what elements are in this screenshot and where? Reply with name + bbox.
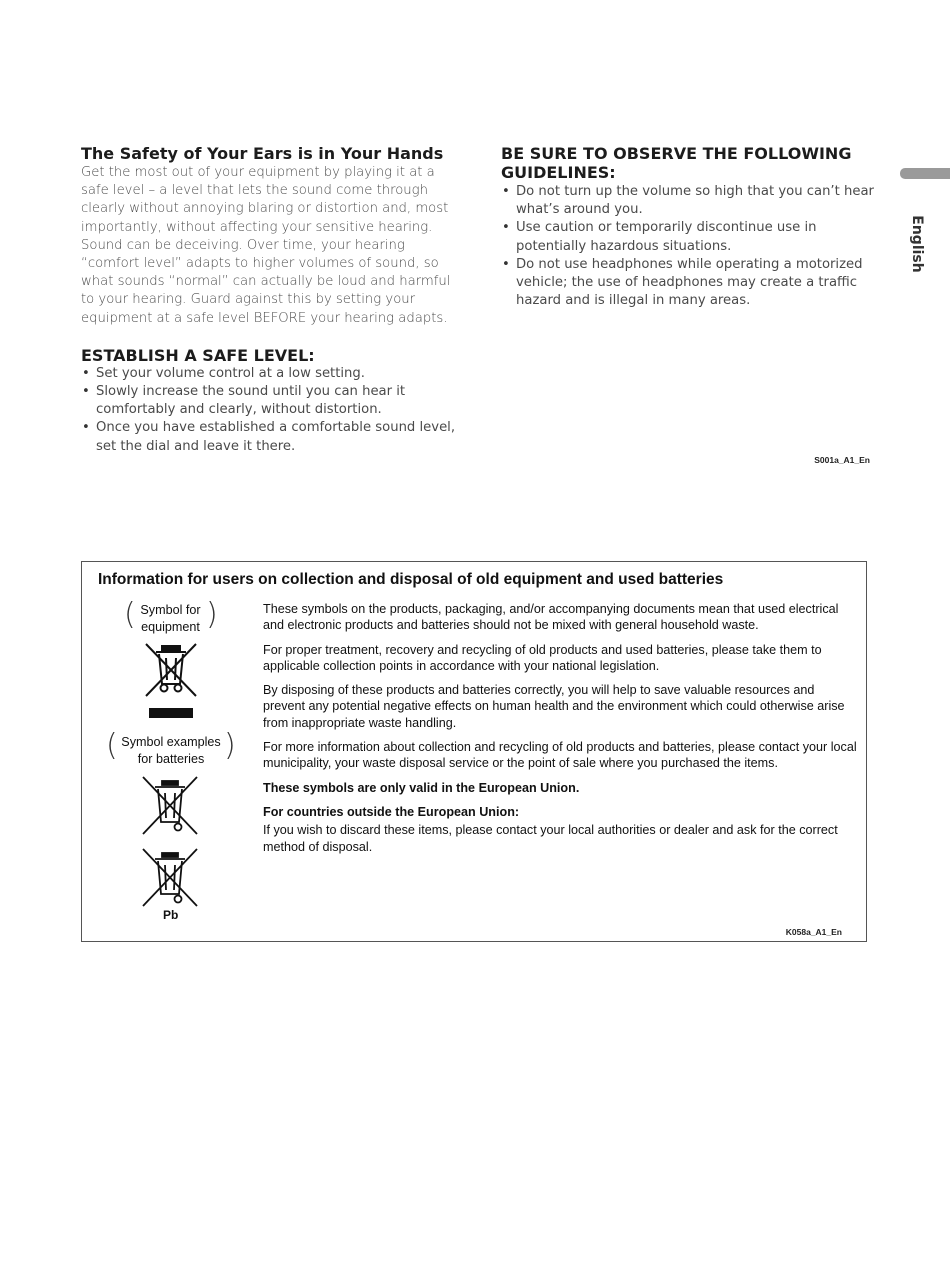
outside-eu-heading: For countries outside the European Union: [263,804,520,819]
guidelines-title: BE SURE TO OBSERVE THE FOLLOWING GUIDELINES: [501,144,852,182]
caption-line: Symbol examples [121,735,221,749]
caption-line: Symbol for [140,603,201,617]
disposal-info-title: Information for users on collection and disposal of old equipment and used batteries [98,571,724,588]
caption-line: equipment [141,619,200,634]
eu-validity-note: These symbols are only valid in the European Union. [263,780,580,795]
right-paren-decoration: ) [224,728,236,763]
info-paragraph: These symbols on the products, packaging, and/or accompanying documents mean that used electrical and electronic products and batteries should not be mixed with general household waste. [263,602,839,633]
info-paragraph: By disposing of these products and batteries correctly, you will help to save valuable resources and prevent any potential negative effects on human health and the environment which could otherwise arise from inappropriate waste handling. [263,683,845,730]
box-section-code: K058a_A1_En [785,927,842,937]
list-item: • Do not turn up the volume so high that you can’t hear what’s around you. [501,183,876,219]
ear-safety-section [81,144,461,456]
crossed-out-bin-icon [142,640,200,698]
language-label: English [909,215,925,273]
batteries-symbol-caption [114,734,228,767]
language-tab-marker [900,168,950,179]
safe-level-list [81,365,461,456]
equipment-symbol-caption [132,602,209,635]
caption-line: for batteries [137,751,205,766]
list-item: • Use caution or temporarily discontinue use in potentially hazardous situations. [501,219,876,255]
safe-level-heading: ESTABLISH A SAFE LEVEL: [81,345,315,365]
outside-eu-text: If you wish to discard these items, please contact your local authorities or dealer and ask for the correct method of disposal. [263,823,838,854]
info-paragraph: For proper treatment, recovery and recycling of old products and used batteries, please take them to applicable collection points in accordance with your national legislation. [263,642,822,673]
pb-label: Pb [163,908,179,922]
guidelines-section [501,144,876,310]
ear-safety-intro: Get the most out of your equipment by playing it at a safe level – a level that lets the sound come through clearly without annoying blaring or distortion and, most importantly, without affecting your sensitive hearing. Sound can be deceiving. Over time, your hearing “comfort level” adapts to higher volumes of sound, so what sounds “normal” can actually be loud and harmful to your hearing. Guard against this by setting your equipment at a safe level BEFORE your hearing adapts. [81,165,451,326]
list-item: • Once you have established a comfortable sound level, set the dial and leave it there. [81,419,461,455]
list-item: • Set your volume control at a low setting. [81,365,461,383]
disposal-info-box [81,561,867,942]
info-paragraph: For more information about collection and recycling of old products and batteries, please contact your local municipality, your waste disposal service or the point of sale where you purchased the items. [263,740,857,771]
guidelines-list [501,183,876,310]
disposal-info-text [263,601,859,863]
list-item: • Slowly increase the sound until you can hear it comfortably and clearly, without distortion. [81,383,461,419]
left-paren-decoration: ( [106,728,118,763]
list-item: • Do not use headphones while operating a motorized vehicle; the use of headphones may create a traffic hazard and is illegal in many areas. [501,256,876,311]
ear-safety-title: The Safety of Your Ears is in Your Hands [81,144,444,163]
section-code: S001a_A1_En [814,455,870,465]
crossed-out-battery-bin-pb-icon [140,846,200,908]
left-paren-decoration: ( [124,597,136,632]
right-paren-decoration: ) [206,597,218,632]
crossed-out-battery-bin-icon [140,774,200,836]
black-bar-marker [149,708,193,718]
